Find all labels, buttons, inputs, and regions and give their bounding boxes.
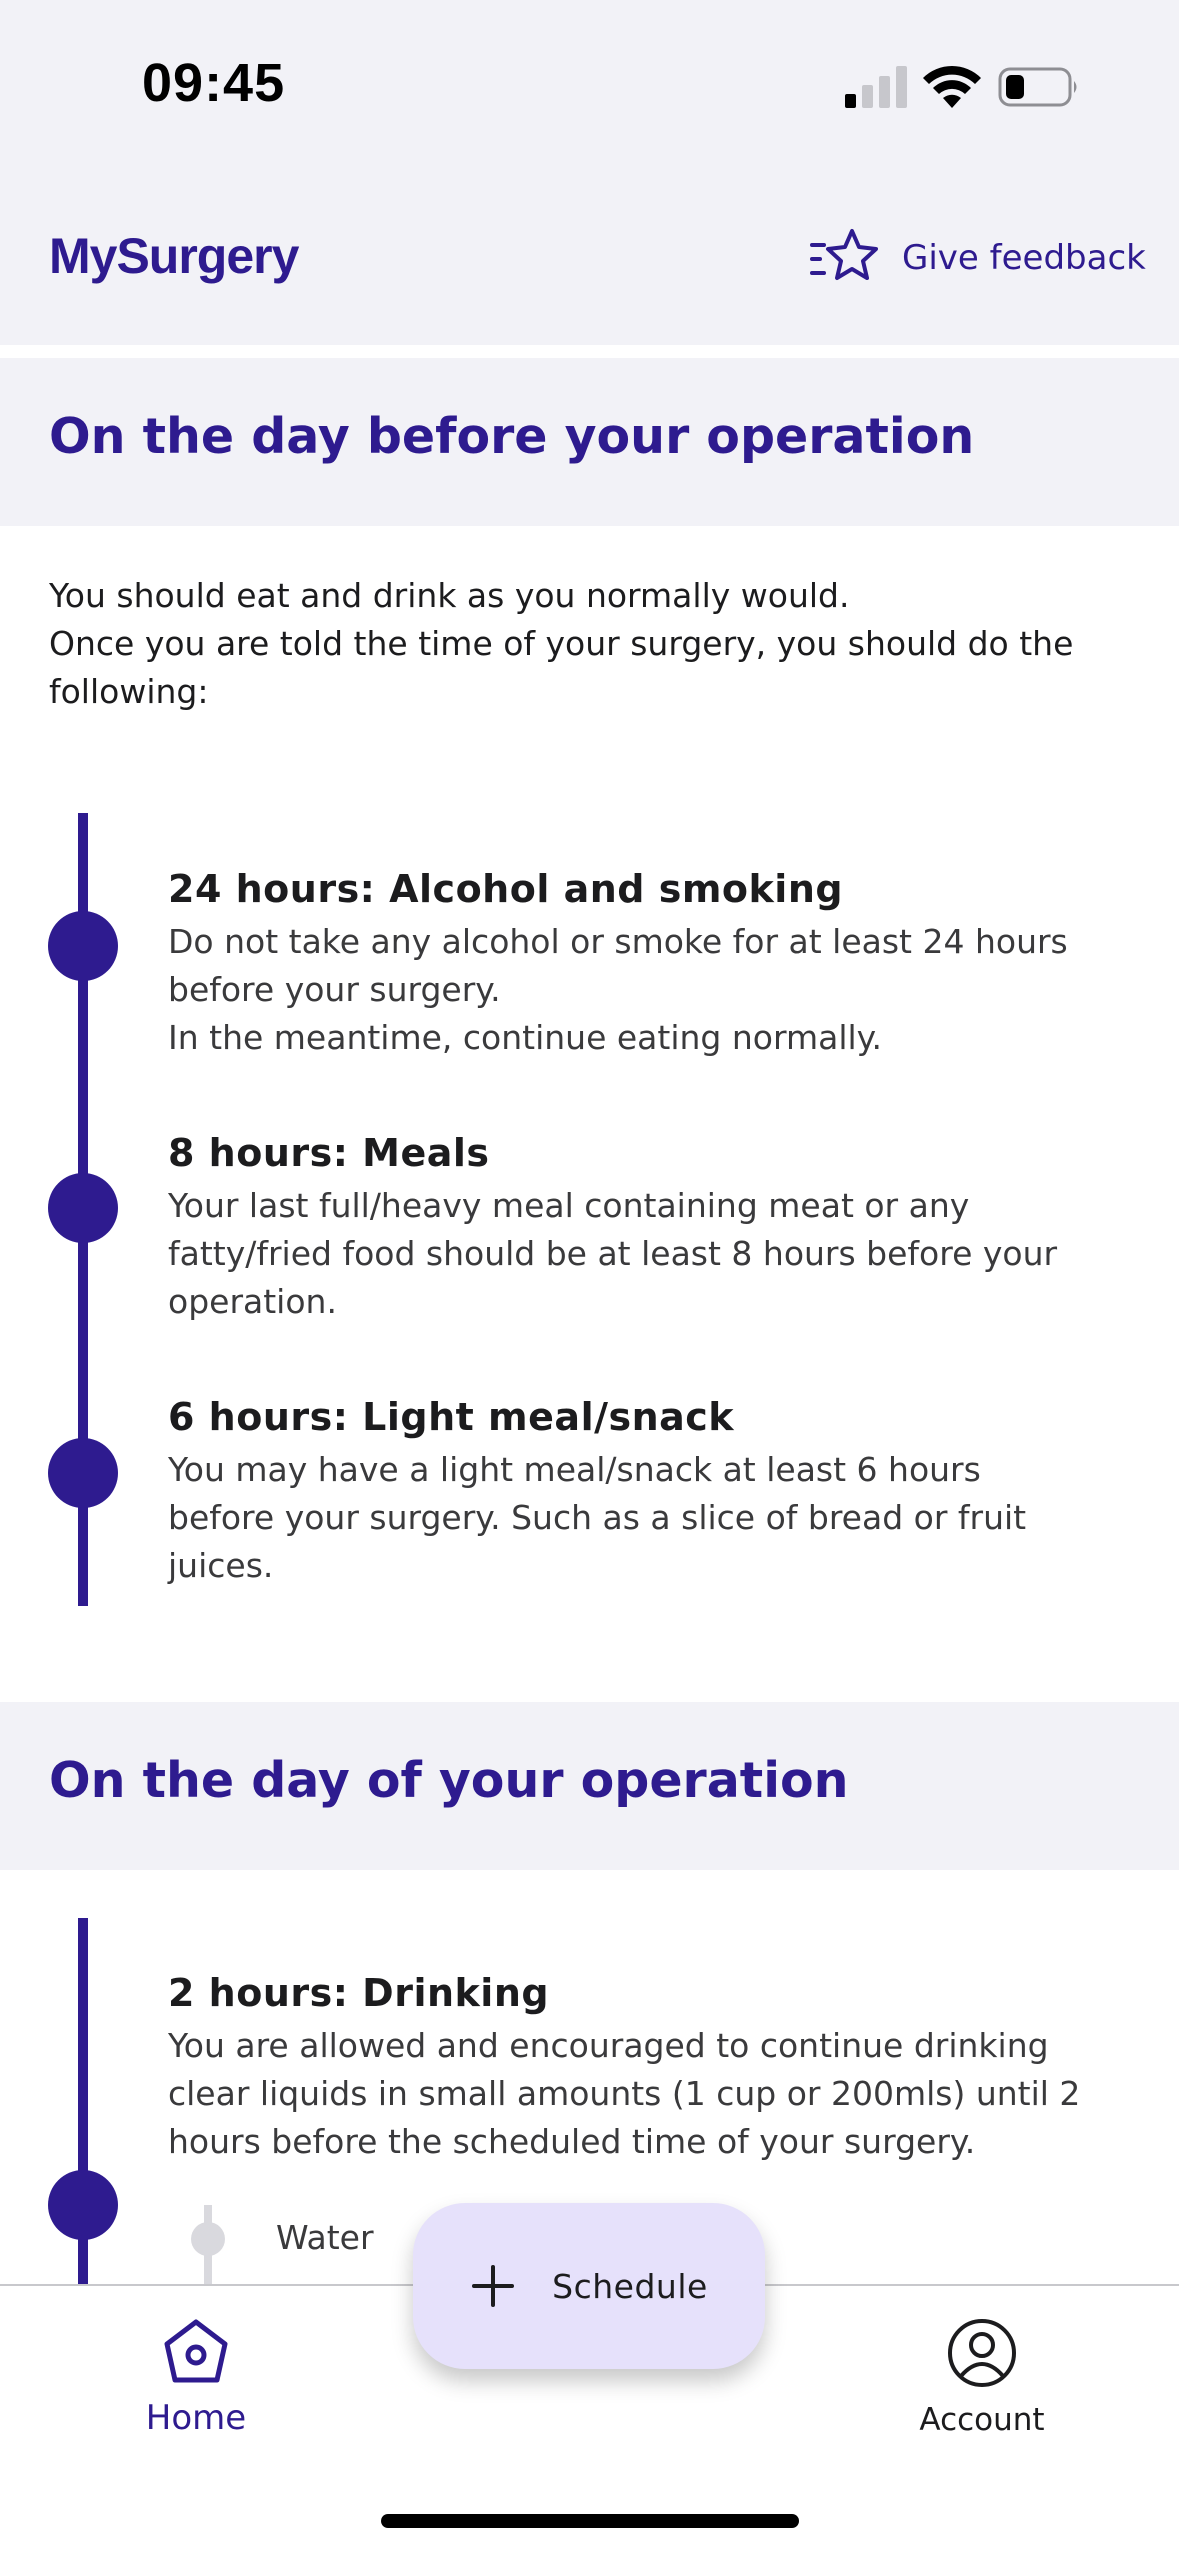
star-feedback-icon [810, 227, 880, 289]
schedule-label: Schedule [552, 2266, 708, 2306]
home-indicator [381, 2514, 799, 2528]
step-title: 2 hours: Drinking [168, 1971, 550, 2015]
intro-text: You should eat and drink as you normally would. Once you are told the time of your surgery, you should do the following: [49, 576, 1074, 711]
timeline-step [168, 1128, 1088, 1326]
sub-timeline-dot [191, 2222, 225, 2256]
give-feedback-label: Give feedback [902, 238, 1146, 278]
timeline-dot [48, 1438, 118, 1508]
schedule-button[interactable] [413, 2203, 765, 2369]
nav-home-label: Home [145, 2398, 247, 2438]
app-title: MySurgery [49, 228, 299, 284]
timeline-dot [48, 1173, 118, 1243]
status-bar [0, 0, 1179, 175]
step-title: 8 hours: Meals [168, 1131, 490, 1175]
section-title: On the day of your operation [49, 1752, 849, 1809]
step-description: Do not take any alcohol or smoke for at least 24 hours before your surgery. In the meantime, continue eating normally. [168, 922, 1068, 1057]
account-icon [945, 2316, 1019, 2390]
section-title: On the day before your operation [49, 408, 975, 465]
cellular-signal-icon [845, 66, 907, 108]
nav-account[interactable] [882, 2316, 1082, 2438]
nav-home[interactable] [96, 2316, 296, 2438]
section-header-day-of [0, 1702, 1179, 1870]
plus-icon [470, 2263, 516, 2309]
give-feedback-button[interactable] [810, 223, 1146, 293]
nav-account-label: Account [919, 2402, 1045, 2438]
home-icon [159, 2316, 233, 2390]
timeline-step [168, 1968, 1088, 2166]
status-time: 09:45 [142, 53, 286, 113]
step-title: 6 hours: Light meal/snack [168, 1395, 735, 1439]
step-description: Your last full/heavy meal containing meat or any fatty/fried food should be at least 8 hours before your operation. [168, 1186, 1058, 1321]
step-title: 24 hours: Alcohol and smoking [168, 867, 844, 911]
sub-item-label: Water [276, 2218, 374, 2257]
timeline-step [168, 1392, 1088, 1590]
section-header-day-before [0, 358, 1179, 526]
timeline-step [168, 864, 1088, 1062]
step-description: You may have a light meal/snack at least 6 hours before your surgery. Such as a slice of bread or fruit juices. [168, 1450, 1027, 1585]
wifi-icon [922, 64, 982, 110]
app-header [0, 175, 1179, 345]
timeline-dot [48, 911, 118, 981]
battery-icon [998, 66, 1080, 108]
timeline-dot [48, 2170, 118, 2240]
step-description: You are allowed and encouraged to continue drinking clear liquids in small amounts (1 cup or 200mls) until 2 hours before the scheduled time of your surgery. [168, 2026, 1081, 2161]
